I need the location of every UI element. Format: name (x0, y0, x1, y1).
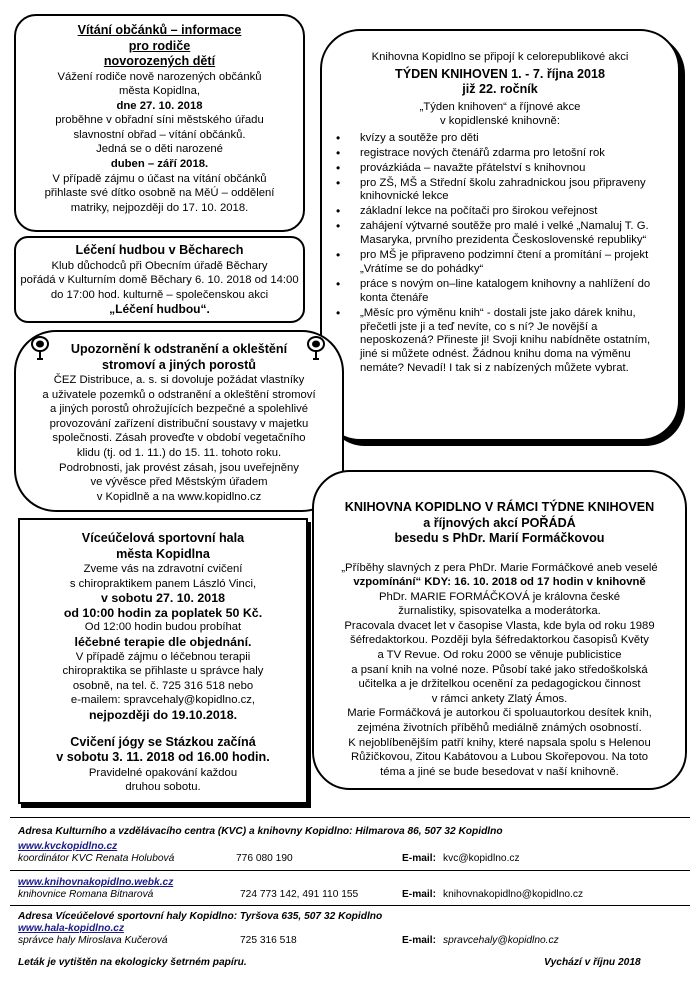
author-text: „Příběhy slavných z pera PhDr. Marie Formáčkové aneb veselé vzpomínání“ KDY: 16. 10. 2018 od 17 hodin v knihovně PhDr. MARIE FORMÁČKOVÁ je královna české žurnalistiky, spisovatelka a moderátorka. Pracovala dvacet let v časopise Vlasta, kde byla od roku 1989 šéfredaktorkou. Později byla šéfredaktorkou časopisů Květy a TV Revue. Od roku 2000 se věnuje publicistice a psaní knih na volné noze. Působí také jako středoškolská učitelka a je držitelkou ocenění za pedagogickou činnost v rámci ankety Zlatý Ámos. Marie Formáčková je autorkou či spoluautorkou desítek knih, zejména životních příběhů mediálně známých osobností. K nejoblíbenějším patří knihy, které napsala spolu s Helenou Růžičkovou, Zitou Kabátovou a Lubou Skořepovou. Na toto téma a jiné se bude besedovat v naší knihovně. (341, 561, 658, 778)
sport-box (18, 518, 308, 804)
kvc-web-link[interactable]: www.kvckopidlno.cz (18, 841, 118, 852)
issue-date: Vychází v říjnu 2018 (544, 957, 641, 968)
welcome-text: Vážení rodiče nově narozených občánků města Kopidlna, dne 27. 10. 2018 proběhne v obřadní síni městského úřadu slavnostní obřad – vítání občánků. Jedná se o děti narozené duben – září 2018. V případě zájmu o účast na vítání občánků přihlaste své dítko osobně na MěÚ – oddělení matriky, nejpozději do 17. 10. 2018. (44, 70, 275, 214)
library-email[interactable]: knihovnakopidlno@kopidlno.cz (443, 889, 584, 900)
hall-address: Adresa Víceúčelové sportovní haly Kopidlno: Tyršova 635, 507 32 Kopidlno (18, 911, 383, 922)
welcome-box (14, 14, 305, 232)
list-item: • základní lekce na počítači pro širokou veřejnost (322, 205, 660, 219)
library-phone: 724 773 142, 491 110 155 (240, 889, 359, 900)
tree-icon (30, 336, 50, 360)
eco-note: Leták je vytištěn na ekologicky šetrném papíru. (18, 957, 247, 968)
library-person: knihovnice Romana Bitnarová (18, 889, 154, 900)
welcome-title: Vítání občánků – informace pro rodiče novorozených dětí (77, 23, 242, 68)
trees-title: Upozornění k odstranění a okleštění stromoví a jiných porostů (70, 342, 288, 372)
library-week-title: TÝDEN KNIHOVEN 1. - 7. října 2018 (395, 66, 605, 81)
list-item: • „Měsíc pro výměnu knih“ - dostali jste jako dárek knihu, přečetli jste ji a teď nevíte, co s ní? Je novější a neposkozená? Přineste ji! Svoji knihu nabídněte ostatním, jiné si můžete odnést. Žádnou knihu doma na výměnu nemáte? Nevadí! I tak si z nabízených můžete vybrat. (322, 307, 660, 377)
trees-box (14, 330, 344, 512)
list-item: • provázkiáda – navažte přátelství s knihovnou (322, 162, 660, 176)
kvc-phone: 776 080 190 (236, 853, 293, 864)
kvc-address: Adresa Kulturního a vzdělávacího centra (KVC) a knihovny Kopidlno: Hilmarova 86, 507 32 Kopidlno (18, 826, 503, 837)
divider (10, 817, 690, 818)
library-week-lead: „Týden knihoven“ a říjnové akce v kopidlenské knihovně: (419, 100, 581, 128)
music-title: Léčení hudbou v Běcharech (75, 243, 244, 257)
tree-icon (306, 336, 326, 360)
list-item: • práce s novým on–line katalogem knihovny a nahlížení do konta čtenáře (322, 278, 660, 306)
library-week-list (322, 132, 678, 376)
author-title: KNIHOVNA KOPIDLNO V RÁMCI TÝDNE KNIHOVEN a říjnových akcí POŘÁDÁ besedu s PhDr. Marií Formáčkovou (344, 500, 655, 545)
list-item: • zahájení výtvarné soutěže pro malé i velké „Namaluj T. G. Masaryka, prvního prezidenta Československé republiky“ (322, 220, 660, 248)
list-item: • pro MŠ je připraveno podzimní čtení a promítání – projekt „Vrátíme se do pohádky“ (322, 249, 660, 277)
list-item: • pro ZŠ, MŠ a Střední školu zahradnickou jsou připraveny knihovnické lekce (322, 177, 660, 205)
sport-title: Víceúčelová sportovní hala města Kopidlna (81, 531, 245, 561)
library-week-intro: Knihovna Kopidlno se připojí k celorepublikové akci (371, 51, 629, 63)
hall-person: správce haly Miroslava Kučerová (18, 935, 168, 946)
music-box (14, 236, 305, 323)
divider (10, 870, 690, 871)
divider (10, 905, 690, 906)
list-item: • kvízy a soutěže pro děti (322, 132, 660, 146)
list-item: • registrace nových čtenářů zdarma pro letošní rok (322, 147, 660, 161)
trees-text: ČEZ Distribuce, a. s. si dovoluje požádat vlastníky a uživatele pozemků o odstranění a okleštění stromoví a jiných porostů ohrožujících bezpečné a spolehlivé provozování zařízení distribuční soustavy v majetku společnosti. Zásah proveďte v období vegetačního klidu (tj. od 1. 11.) do 15. 11. tohoto roku. Podrobnosti, jak provést zásah, jsou uveřejněny ve vývěsce před Městským úřadem v Kopidlně a na www.kopidlno.cz (42, 374, 316, 503)
library-week-subtitle: již 22. ročník (462, 82, 538, 97)
hall-phone: 725 316 518 (240, 935, 297, 946)
library-week-box (320, 29, 680, 441)
kvc-email[interactable]: kvc@kopidlno.cz (443, 853, 520, 864)
kvc-email-label: E-mail: (402, 853, 436, 864)
hall-email[interactable]: spravcehaly@kopidlno.cz (443, 935, 559, 946)
library-web-link[interactable]: www.knihovnakopidlno.webk.cz (18, 877, 174, 888)
music-text: Klub důchodců při Obecním úřadě Běchary pořádá v Kulturním domě Běchary 6. 10. 2018 od 14:00 do 17:00 hod. kulturně – společenskou akci „Léčení hudbou“. (20, 259, 299, 317)
yoga-text: Cvičení jógy se Stázkou začíná v sobotu 3. 11. 2018 od 16.00 hodin. Pravidelné opakování každou druhou sobotu. (56, 734, 270, 794)
hall-web-link[interactable]: www.hala-kopidlno.cz (18, 923, 125, 934)
author-box (312, 470, 687, 790)
library-email-label: E-mail: (402, 889, 436, 900)
kvc-person: koordinátor KVC Renata Holubová (18, 853, 175, 864)
sport-text: Zveme vás na zdravotní cvičení s chiropraktikem panem László Vinci, v sobotu 27. 10. 2018 od 10:00 hodin za poplatek 50 Kč. Od 12:00 hodin budou probíhat léčebné terapie dle objednání. V případě zájmu o léčebnou terapii chiropraktika se přihlaste u správce haly osobně, na tel. č. 725 316 518 nebo e-mailem: spravcehaly@kopidlno.cz, nejpozději do 19.10.2018. (62, 563, 264, 722)
hall-email-label: E-mail: (402, 935, 436, 946)
